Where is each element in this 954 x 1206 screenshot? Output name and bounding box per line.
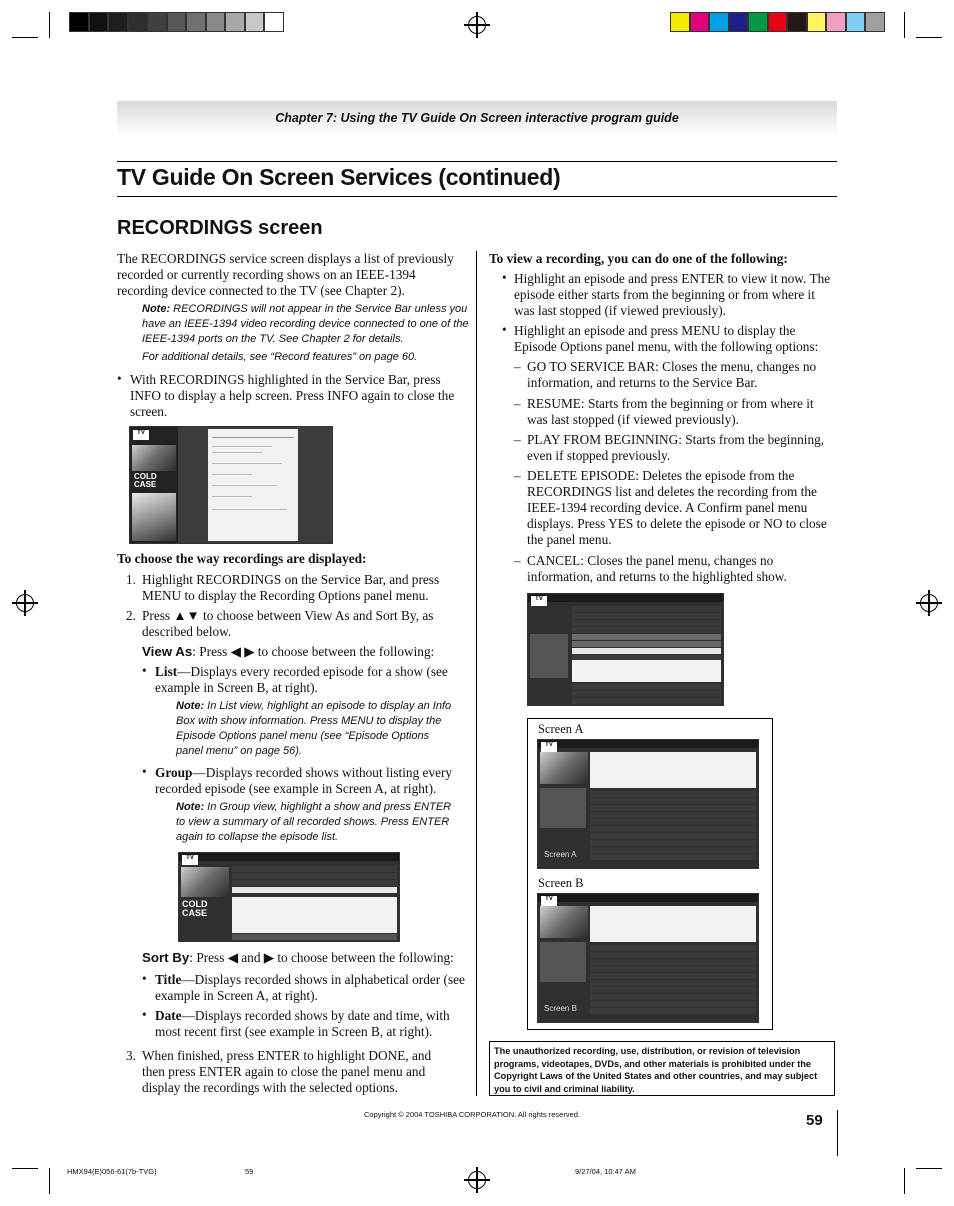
note-label: Note: bbox=[142, 303, 171, 315]
group-option bbox=[155, 765, 452, 797]
page-number: 59 bbox=[806, 1112, 823, 1129]
page-title: TV Guide On Screen Services (continued) bbox=[117, 164, 561, 190]
option-resume bbox=[527, 396, 814, 428]
group-label: Group bbox=[155, 765, 193, 780]
chapter-title: Chapter 7: Using the TV Guide On Screen interactive program guide bbox=[275, 111, 679, 125]
color-swatch bbox=[690, 12, 710, 32]
screen-b-image bbox=[537, 893, 759, 1023]
color-swatch bbox=[826, 12, 846, 32]
text-line: to view a summary of all recorded shows. Press ENTER bbox=[176, 816, 450, 828]
note-label: Note: bbox=[176, 801, 205, 813]
text-line: IEEE-1394 recording device. A Confirm panel menu bbox=[527, 500, 808, 515]
tv-guide-logo: TV bbox=[182, 855, 198, 865]
text-line: Highlight an episode and press MENU to display the bbox=[514, 323, 796, 338]
text-line: was last stopped (if viewed previously). bbox=[514, 303, 726, 318]
text-line: display the recordings with the selected options. bbox=[142, 1080, 398, 1095]
text-line: In List view, highlight an episode to display an Info bbox=[204, 700, 452, 712]
crop-mark-bottom-left-v bbox=[49, 1168, 50, 1194]
text-line: —Displays recorded shows without listing every bbox=[192, 765, 453, 780]
text-line: Press ▲▼ to choose between View As and Sort By, as bbox=[142, 608, 434, 623]
service-bar bbox=[538, 740, 758, 748]
text-line: RECORDINGS list and deletes the recording from the bbox=[527, 484, 817, 499]
text-line: displays. Press YES to delete the episode or NO to close bbox=[527, 516, 827, 531]
gray-swatch bbox=[69, 12, 89, 32]
cold-case-logo: COLD CASE bbox=[182, 899, 208, 918]
help-text-panel bbox=[208, 429, 298, 541]
list-label: List bbox=[155, 664, 178, 679]
intro-paragraph bbox=[117, 251, 454, 299]
episode-options-panel bbox=[530, 634, 568, 678]
text-line: screen. bbox=[130, 404, 168, 419]
text-line: GO TO SERVICE BAR: Closes the menu, changes no bbox=[527, 359, 817, 374]
text-line: In Group view, highlight a show and press ENTER bbox=[204, 801, 452, 813]
step-1 bbox=[142, 572, 439, 604]
sort-by-line bbox=[142, 950, 454, 966]
text-line: recorded or currently recording shows on an IEEE-1394 bbox=[117, 267, 416, 282]
show-thumbnail bbox=[540, 906, 588, 938]
bullet-dot: • bbox=[142, 971, 147, 986]
tv-guide-logo: TV bbox=[541, 896, 557, 906]
recording-options-panel bbox=[540, 942, 586, 982]
text-line: then press ENTER again to close the panel menu and bbox=[142, 1064, 426, 1079]
text-line: the panel menu. bbox=[527, 532, 612, 547]
slug-page: 59 bbox=[245, 1167, 254, 1176]
gray-swatch bbox=[128, 12, 148, 32]
recordings-list-bottom bbox=[572, 684, 721, 705]
step-2 bbox=[142, 608, 433, 640]
text-line: panel menu” on page 56). bbox=[176, 745, 302, 757]
gray-swatch bbox=[89, 12, 109, 32]
note-list-view bbox=[176, 699, 451, 759]
cold-case-logo: COLD CASE bbox=[134, 472, 157, 489]
slug-filename: HMX94(E)056-61(7b-TVG) bbox=[67, 1167, 157, 1176]
info-box bbox=[590, 752, 756, 788]
text-line: DELETE EPISODE: Deletes the episode from the bbox=[527, 468, 795, 483]
option-delete-episode bbox=[527, 468, 827, 548]
service-bar bbox=[528, 594, 723, 602]
gray-swatch bbox=[264, 12, 284, 32]
text-line: Episode Options panel menu (see “Episode Options bbox=[176, 730, 430, 742]
bullet-dot: • bbox=[142, 663, 147, 678]
text-line: RECORDINGS will not appear in the Service Bar unless you bbox=[170, 303, 468, 315]
title-option bbox=[155, 972, 465, 1004]
step-number-3: 3. bbox=[126, 1048, 136, 1063]
crop-mark-top-right-h bbox=[916, 37, 942, 38]
color-swatch bbox=[865, 12, 885, 32]
section-title: RECORDINGS screen bbox=[117, 217, 323, 239]
crop-mark-bottom-right-h bbox=[916, 1168, 942, 1169]
crop-mark-bottom-left-h bbox=[12, 1168, 38, 1169]
text-line: RESUME: Starts from the beginning or from where it bbox=[527, 396, 814, 411]
dash: – bbox=[514, 468, 521, 483]
text-line: INFO to display a help screen. Press INFO again to close the bbox=[130, 388, 455, 403]
date-label: Date bbox=[155, 1008, 182, 1023]
show-thumbnail bbox=[181, 867, 229, 897]
actress-photo bbox=[132, 493, 176, 541]
tv-guide-logo: TV bbox=[133, 430, 149, 440]
bullet-info-help bbox=[130, 372, 454, 420]
bullet-dot: • bbox=[142, 764, 147, 779]
text-line: was last stopped (if viewed previously). bbox=[527, 412, 739, 427]
bottom-row bbox=[232, 934, 397, 940]
copyright-warning-box: The unauthorized recording, use, distribution, or revision of television programs, videotapes, DVDs, and other materials is prohibited under the Copyright Laws of the United States and other countries, and may subject you to civil and criminal liability. bbox=[489, 1041, 835, 1096]
text-line: —Displays recorded shows in alphabetical order (see bbox=[181, 972, 465, 987]
gray-swatch bbox=[206, 12, 226, 32]
text-line: —Displays recorded shows by date and time, with bbox=[181, 1008, 450, 1023]
text-line: Episode Options panel menu, with the following options: bbox=[514, 339, 819, 354]
recordings-list bbox=[232, 866, 397, 894]
info-box bbox=[590, 906, 756, 942]
list-option bbox=[155, 664, 448, 696]
text-line: again to collapse the episode list. bbox=[176, 831, 339, 843]
registration-mark-bottom bbox=[468, 1171, 486, 1189]
color-swatch bbox=[748, 12, 768, 32]
show-thumbnail bbox=[132, 445, 176, 471]
text-line: have an IEEE-1394 video recording device connected to one of the bbox=[142, 318, 469, 330]
text-line: Box with show information. Press MENU to display the bbox=[176, 715, 442, 727]
bullet-dot: • bbox=[117, 371, 122, 386]
color-swatch bbox=[846, 12, 866, 32]
gray-swatch bbox=[225, 12, 245, 32]
crop-mark-right-vertical bbox=[837, 1110, 838, 1156]
text-line: IEEE-1394 ports on the TV. See Chapter 2 for details. bbox=[142, 333, 404, 345]
text-line: example in Screen B, at right). bbox=[155, 680, 318, 695]
info-box bbox=[232, 897, 397, 933]
color-swatch bbox=[768, 12, 788, 32]
title-label: Title bbox=[155, 972, 182, 987]
option-go-to-service-bar bbox=[527, 359, 816, 391]
color-swatch bbox=[787, 12, 807, 32]
registration-mark-top bbox=[468, 16, 486, 34]
gray-swatch bbox=[108, 12, 128, 32]
gray-swatch bbox=[167, 12, 187, 32]
service-bar bbox=[179, 853, 399, 861]
option-cancel bbox=[527, 553, 787, 585]
text-line: PLAY FROM BEGINNING: Starts from the beginning, bbox=[527, 432, 825, 447]
option-play-from-beginning bbox=[527, 432, 824, 464]
tv-guide-logo: TV bbox=[531, 596, 547, 606]
episode-options-screen-image bbox=[527, 593, 724, 706]
text-line: —Displays every recorded episode for a show (see bbox=[177, 664, 448, 679]
screen-a-overlay-label: Screen A bbox=[544, 850, 577, 859]
registration-mark-left bbox=[16, 594, 34, 612]
gray-swatch bbox=[186, 12, 206, 32]
text-line: example in Screen A, at right). bbox=[155, 988, 318, 1003]
registration-mark-right bbox=[920, 594, 938, 612]
view-as-line bbox=[142, 644, 434, 660]
step-number-2: 2. bbox=[126, 608, 136, 623]
view-recording-heading: To view a recording, you can do one of the following: bbox=[489, 251, 788, 266]
text-line: recording device connected to the TV (see Chapter 2). bbox=[117, 283, 405, 298]
screen-a-image bbox=[537, 739, 759, 869]
color-swatch bbox=[729, 12, 749, 32]
text-line: With RECORDINGS highlighted in the Service Bar, press bbox=[130, 372, 441, 387]
screen-a-caption: Screen A bbox=[538, 722, 584, 736]
text-line: CANCEL: Closes the panel menu, changes no bbox=[527, 553, 774, 568]
note-recordings-availability bbox=[142, 302, 469, 365]
recordings-list bbox=[572, 606, 721, 662]
step-3 bbox=[142, 1048, 431, 1096]
note-group-view bbox=[176, 800, 451, 845]
slug-date: 9/27/04, 10:47 AM bbox=[575, 1167, 636, 1176]
tv-guide-sidebar bbox=[130, 427, 178, 543]
crop-mark-top-left-h bbox=[12, 37, 38, 38]
group-view-screen-image bbox=[178, 852, 400, 942]
view-as-label: View As bbox=[142, 644, 193, 659]
title-rule-bottom bbox=[117, 196, 837, 197]
text-line: described below. bbox=[142, 624, 232, 639]
text-line: most recent first (see example in Screen B, at right). bbox=[155, 1024, 433, 1039]
crop-mark-top-left-v bbox=[49, 12, 50, 38]
text-line: even if stopped previously. bbox=[527, 448, 671, 463]
crop-mark-bottom-right-v bbox=[904, 1168, 905, 1194]
text-line: information, and returns to the highlighted show. bbox=[527, 569, 787, 584]
note-extra: For additional details, see “Record features” on page 60. bbox=[142, 351, 418, 363]
color-swatch bbox=[709, 12, 729, 32]
text-line: Highlight RECORDINGS on the Service Bar, and press bbox=[142, 572, 440, 587]
text-line: MENU to display the Recording Options panel menu. bbox=[142, 588, 429, 603]
color-swatch bbox=[670, 12, 690, 32]
view-option-menu bbox=[514, 323, 818, 355]
text-line: episode either starts from the beginning or from where it bbox=[514, 287, 815, 302]
text-line: information, and returns to the Service Bar. bbox=[527, 375, 758, 390]
bullet-dot: • bbox=[502, 322, 507, 337]
dash: – bbox=[514, 432, 521, 447]
column-divider bbox=[476, 251, 477, 1096]
recording-options-panel bbox=[540, 788, 586, 828]
dash: – bbox=[514, 359, 521, 374]
step-number-1: 1. bbox=[126, 572, 136, 587]
tv-guide-logo: TV bbox=[541, 742, 557, 752]
screen-b-overlay-label: Screen B bbox=[544, 1004, 577, 1013]
title-rule-top bbox=[117, 161, 837, 162]
color-swatch bbox=[807, 12, 827, 32]
crop-mark-top-right-v bbox=[904, 12, 905, 38]
text-line: The RECORDINGS service screen displays a list of previously bbox=[117, 251, 454, 266]
service-bar bbox=[538, 894, 758, 902]
show-thumbnail bbox=[540, 752, 588, 784]
help-screen-image bbox=[129, 426, 333, 544]
recordings-list bbox=[590, 791, 756, 861]
copyright-line: Copyright © 2004 TOSHIBA CORPORATION. All rights reserved. bbox=[364, 1110, 581, 1119]
recordings-list bbox=[590, 945, 756, 1015]
bullet-dot: • bbox=[502, 270, 507, 285]
gray-swatch bbox=[147, 12, 167, 32]
dash: – bbox=[514, 553, 521, 568]
dash: – bbox=[514, 396, 521, 411]
screen-b-caption: Screen B bbox=[538, 876, 584, 890]
note-label: Note: bbox=[176, 700, 205, 712]
view-as-text: : Press ◀ ▶ to choose between the following: bbox=[192, 644, 435, 659]
view-option-enter bbox=[514, 271, 830, 319]
choose-heading: To choose the way recordings are displayed: bbox=[117, 551, 367, 566]
sort-by-text: : Press ◀ and ▶ to choose between the following: bbox=[189, 950, 454, 965]
info-box bbox=[572, 660, 721, 682]
text-line: Highlight an episode and press ENTER to view it now. The bbox=[514, 271, 831, 286]
date-option bbox=[155, 1008, 450, 1040]
text-line: recorded episode (see example in Screen A, at right). bbox=[155, 781, 437, 796]
gray-swatch bbox=[245, 12, 265, 32]
text-line: When finished, press ENTER to highlight DONE, and bbox=[142, 1048, 432, 1063]
bullet-dot: • bbox=[142, 1007, 147, 1022]
sort-by-label: Sort By bbox=[142, 950, 190, 965]
